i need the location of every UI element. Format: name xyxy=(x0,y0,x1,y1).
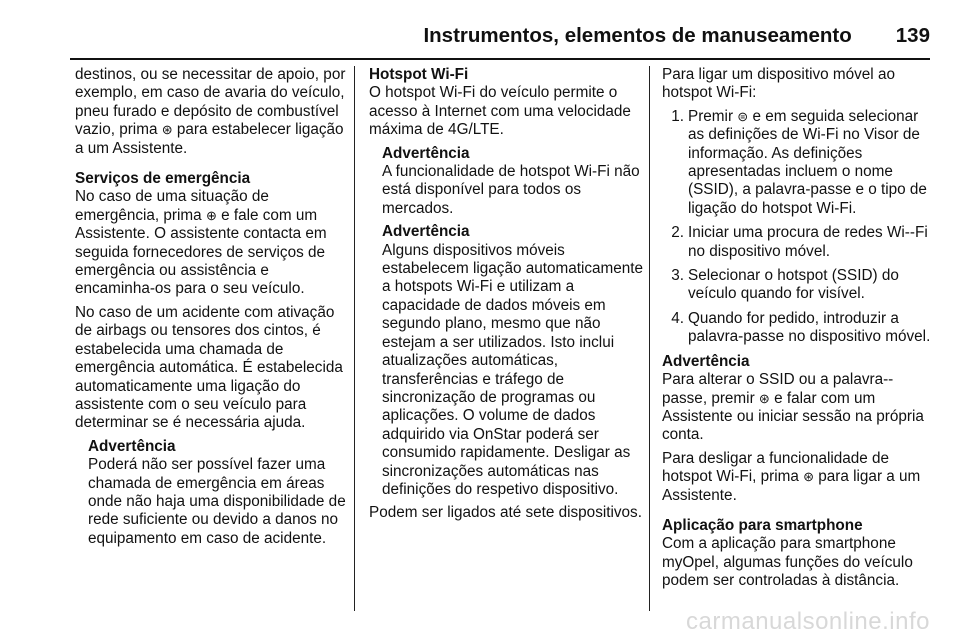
warning-text: Alguns dispositivos móveis estabelecem ligação automaticamente a hotspots Wi-Fi e utilizam a capacidade de dados móveis em segundo plano, mesmo que não estejam a ser utilizados. Isto inclui atualizações automáticas, transferências e tráfego de sincronização de programas ou aplicações. O volume de dados adquirido via OnStar poderá ser consumido rapidamente. Desligar as sincronizações automáticas nas definições do respetivo dispositivo. xyxy=(382,241,644,498)
watermark: carmanualsonline.info xyxy=(686,608,930,635)
list-item: 1. Premir ⊜ e em seguida selecionar as definições de Wi-Fi no Visor de informação. As definições apresentadas incluem o nome (SSID), a palavra-passe e o tipo de ligação do hotspot Wi-Fi. xyxy=(671,107,927,217)
warning-box xyxy=(369,223,644,499)
wifi-button-icon: ⊜ xyxy=(737,108,749,124)
page-title: Instrumentos, elementos de manuseamento xyxy=(423,24,852,47)
onstar-button-icon: ⊛ xyxy=(803,469,815,485)
onstar-button-icon: ⊛ xyxy=(758,390,770,406)
list-item: 3. Selecionar o hotspot (SSID) do veículo quando for visível. xyxy=(671,267,899,303)
column-divider xyxy=(649,66,650,611)
warning-box xyxy=(662,353,934,445)
warning-text: Para alterar o SSID ou a palavra--passe, premir ⊛ e falar com um Assistente ou iniciar sessão na própria conta. xyxy=(662,371,924,444)
paragraph: Podem ser ligados até sete dispositivos. xyxy=(369,504,642,522)
section-heading: Hotspot Wi-Fi xyxy=(369,66,469,83)
column-3 xyxy=(662,66,934,596)
warning-heading: Advertência xyxy=(88,437,176,455)
list-item: 4. Quando for pedido, introduzir a palavra-passe no dispositivo móvel. xyxy=(671,309,931,346)
paragraph: destinos, ou se necessitar de apoio, por exemplo, em caso de avaria do veículo, pneu furado e depósito de combustível vazio, prima ⊛ para estabelecer ligação a um Assistente. xyxy=(75,66,346,157)
section-heading: Serviços de emergência xyxy=(75,170,251,188)
column-divider xyxy=(354,66,355,611)
emergency-button-icon: ⊕ xyxy=(205,207,217,223)
warning-text: Poderá não ser possível fazer uma chamada de emergência em áreas onde não haja uma disponibilidade de rede suficiente ou devido a danos no equipamento em caso de acidente. xyxy=(88,456,346,547)
column-2 xyxy=(369,66,644,528)
onstar-button-icon: ⊛ xyxy=(161,122,173,138)
page-number: 139 xyxy=(895,24,930,47)
header-rule xyxy=(70,58,930,60)
paragraph: Com a aplicação para smartphone myOpel, algumas funções do veículo podem ser controladas à distância. xyxy=(662,535,913,590)
warning-box xyxy=(369,145,644,219)
steps-list xyxy=(662,108,934,347)
paragraph: Para desligar a funcionalidade de hotspot Wi-Fi, prima ⊛ para ligar a um Assistente. xyxy=(662,449,921,504)
paragraph: No caso de um acidente com ativação de airbags ou tensores dos cintos, é estabelecida uma chamada de emergência automática. É estabelecida automaticamente uma ligação do assistente com o seu veículo para determinar se é necessária ajuda. xyxy=(75,303,343,432)
section-heading: Aplicação para smartphone xyxy=(662,516,863,534)
warning-box xyxy=(75,438,347,548)
warning-text: A funcionalidade de hotspot Wi-Fi não está disponível para todos os mercados. xyxy=(382,163,640,217)
paragraph: No caso de uma situação de emergência, prima ⊕ e fale com um Assistente. O assistente contacta em seguida fornecedores de serviços de emergência ou assistência e encaminha-os para o seu veículo. xyxy=(75,188,327,298)
list-item: 2. Iniciar uma procura de redes Wi--Fi no dispositivo móvel. xyxy=(671,224,928,260)
column-1 xyxy=(75,66,347,553)
page-header xyxy=(70,24,930,58)
paragraph: Para ligar um dispositivo móvel ao hotspot Wi-Fi: xyxy=(662,66,895,102)
warning-heading: Advertência xyxy=(382,223,470,241)
warning-heading: Advertência xyxy=(662,352,750,370)
warning-heading: Advertência xyxy=(382,144,470,162)
paragraph: O hotspot Wi-Fi do veículo permite o acesso à Internet com uma velocidade máxima de 4G/LTE. xyxy=(369,84,631,139)
